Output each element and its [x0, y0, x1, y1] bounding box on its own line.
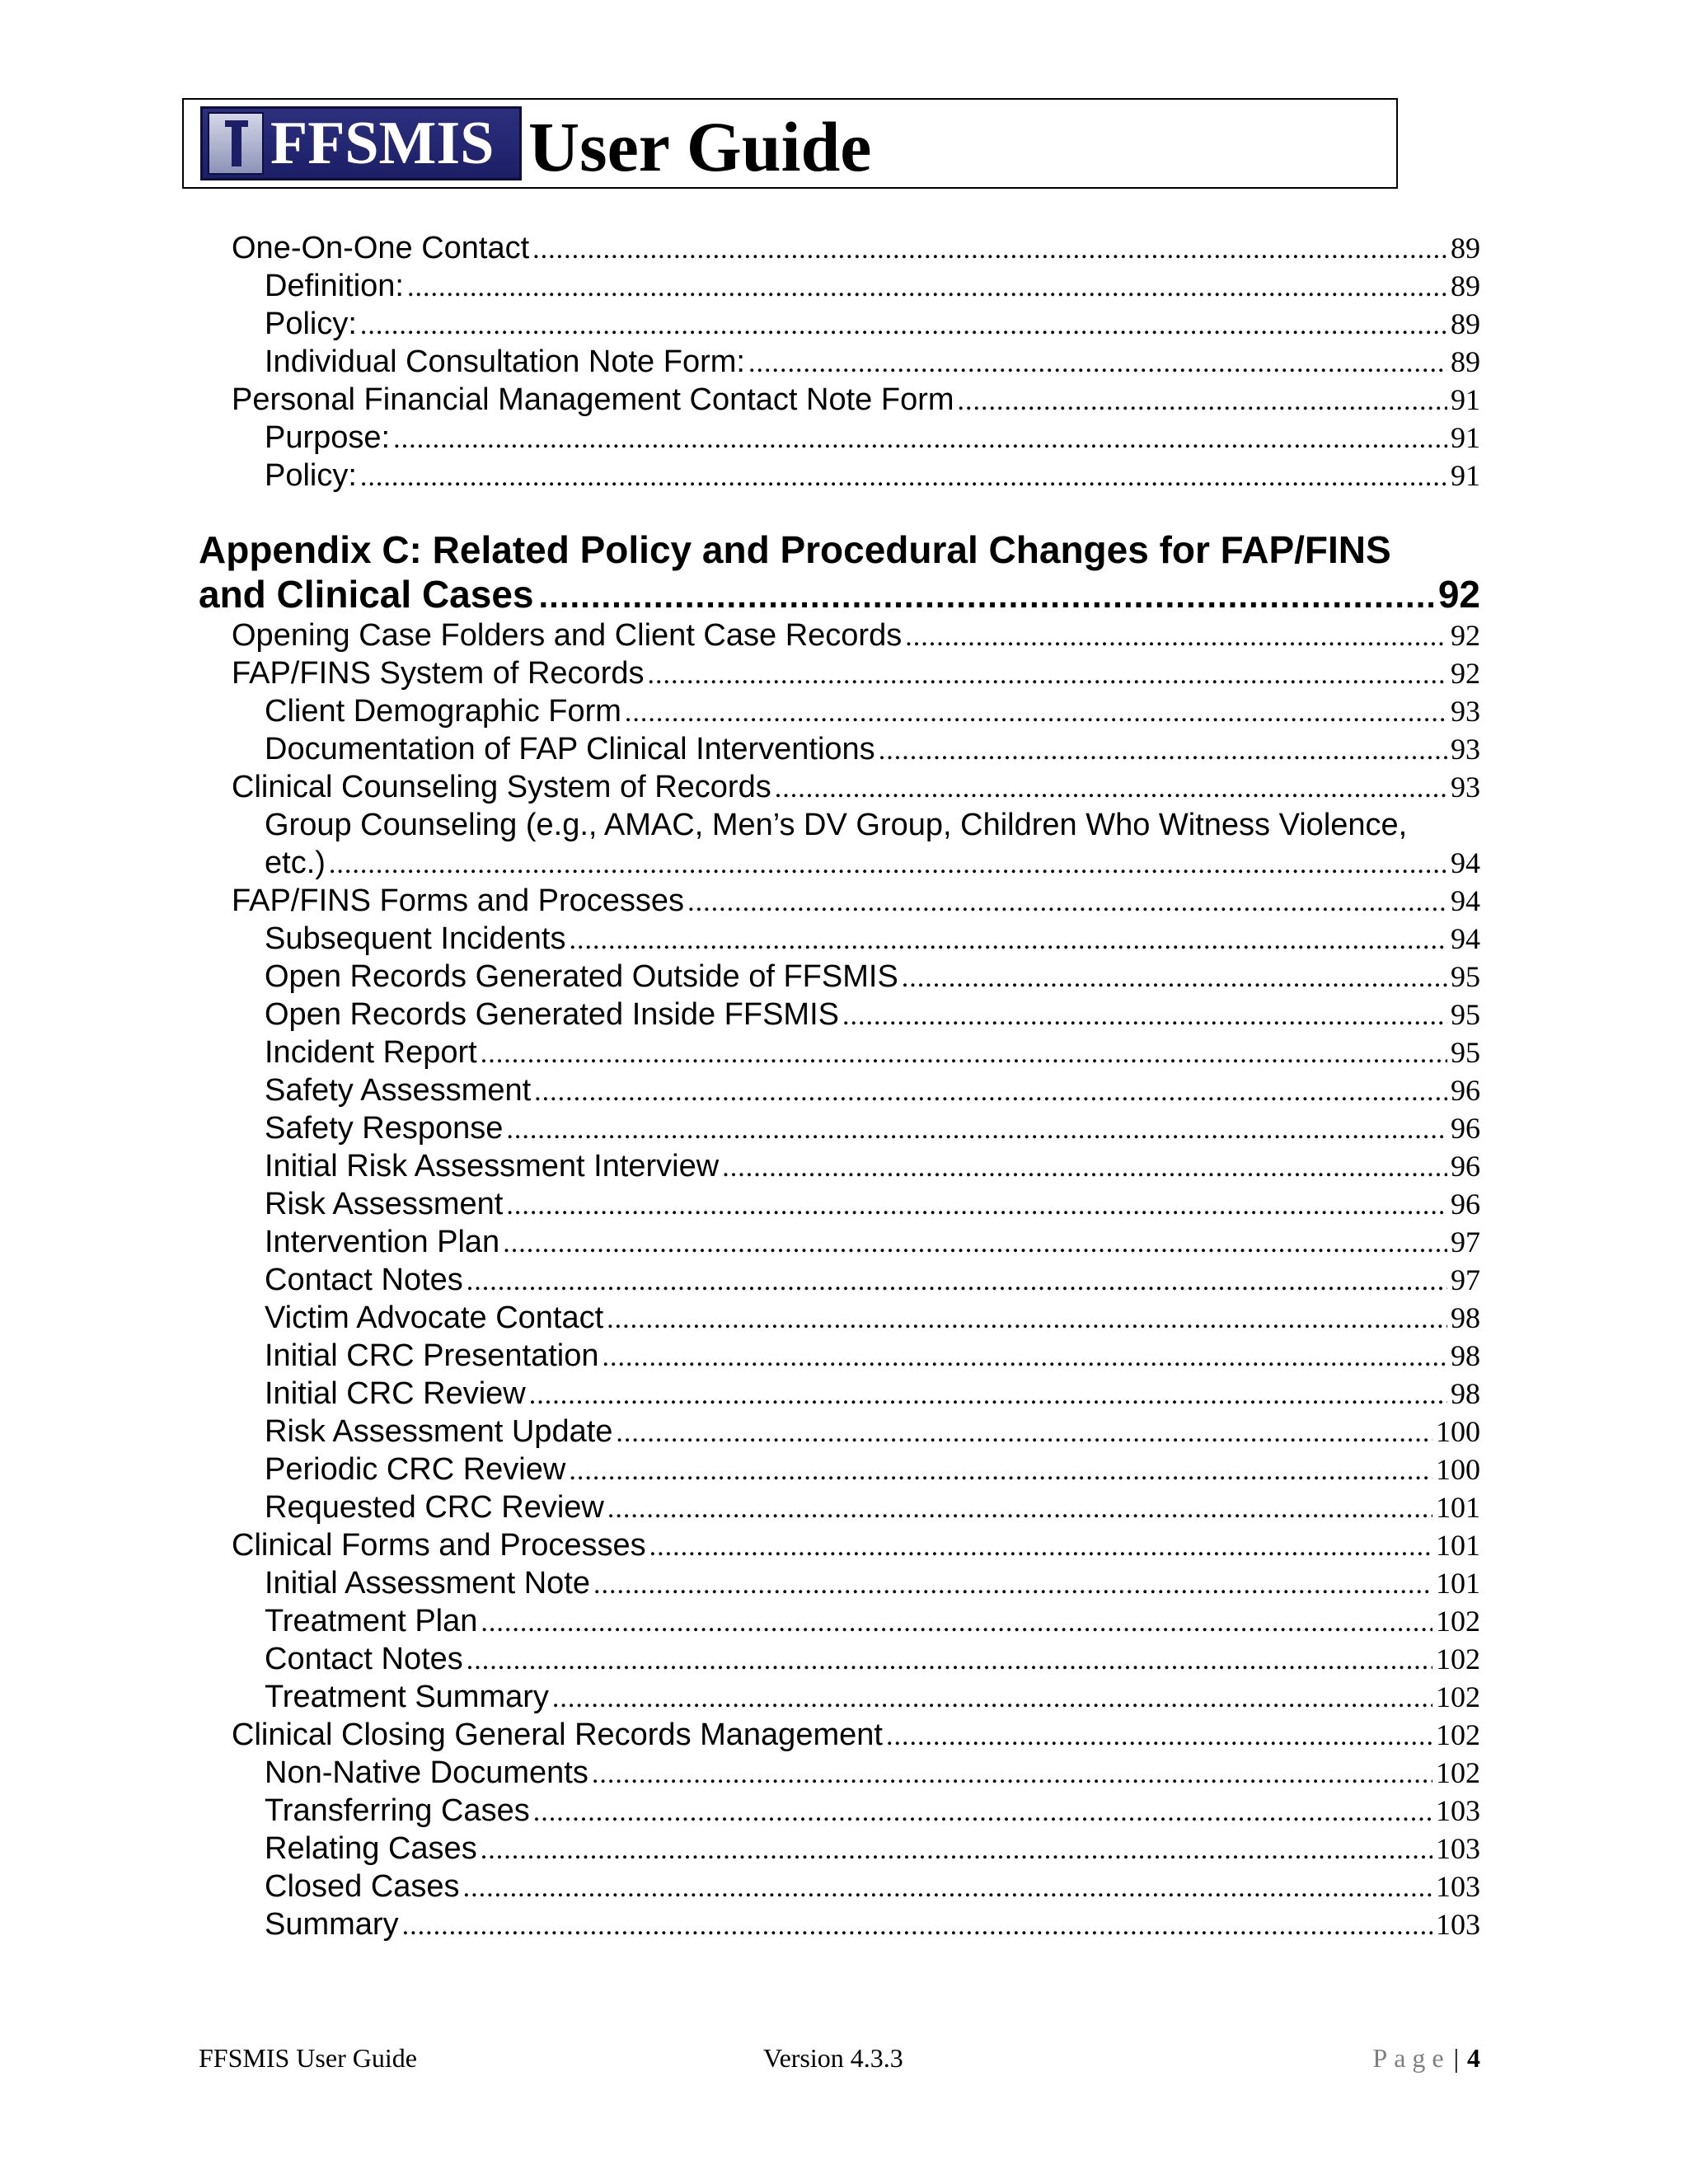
toc-entry-label: Individual Consultation Note Form:: [265, 344, 745, 379]
toc-entry-page: 91: [1451, 421, 1480, 454]
toc-entry-label: Initial CRC Presentation: [265, 1338, 599, 1373]
toc-entry[interactable]: [265, 1602, 1480, 1642]
document-title: User Guide: [528, 107, 872, 186]
toc-entry-page: 101: [1436, 1529, 1480, 1562]
toc-leader-dots: [533, 1793, 1432, 1831]
toc-entry-page: 94: [1451, 922, 1480, 955]
toc-leader-dots: [481, 1831, 1432, 1869]
toc-entry-page: 102: [1436, 1643, 1480, 1675]
toc-entry-wrapped-line[interactable]: Group Counseling (e.g., AMAC, Men’s DV Group, Children Who Witness Violence,: [265, 808, 1408, 842]
toc-entry-page: 96: [1451, 1188, 1480, 1221]
toc-entry[interactable]: [232, 381, 1480, 420]
toc-entry[interactable]: [265, 1830, 1480, 1869]
toc-entry[interactable]: [265, 844, 1480, 883]
toc-entry-page: 96: [1451, 1074, 1480, 1107]
toc-entry[interactable]: [265, 1223, 1480, 1263]
toc-entry-label: Non-Native Documents: [265, 1755, 588, 1790]
toc-entry[interactable]: [265, 958, 1480, 997]
toc-entry-page: 95: [1451, 998, 1480, 1031]
toc-entry-page: 103: [1436, 1870, 1480, 1903]
toc-entry[interactable]: [265, 1147, 1480, 1187]
toc-entry-label: Documentation of FAP Clinical Interventions: [265, 732, 875, 766]
toc-entry-label: Intervention Plan: [265, 1225, 500, 1259]
toc-leader-dots: [607, 1490, 1432, 1528]
toc-leader-dots: [607, 1301, 1447, 1338]
toc-leader-dots: [506, 1187, 1447, 1225]
toc-entry-page: 94: [1451, 884, 1480, 917]
toc-leader-dots: [775, 770, 1447, 808]
toc-entry[interactable]: [265, 419, 1480, 458]
toc-entry-label: Initial Assessment Note: [265, 1566, 590, 1601]
ffsmis-logo: [200, 106, 522, 180]
toc-entry-page: 100: [1436, 1453, 1480, 1486]
toc-entry-page: 89: [1451, 307, 1480, 340]
toc-entry[interactable]: [232, 1716, 1480, 1755]
toc-leader-dots: [902, 959, 1447, 997]
toc-entry[interactable]: [265, 996, 1480, 1035]
toc-leader-dots: [603, 1338, 1447, 1376]
toc-entry-page: 103: [1436, 1832, 1480, 1865]
toc-entry[interactable]: [265, 920, 1480, 959]
toc-leader-dots: [467, 1642, 1432, 1680]
toc-leader-dots: [570, 921, 1448, 959]
toc-entry-label: Clinical Forms and Processes: [232, 1528, 646, 1563]
toc-entry-page: 100: [1436, 1415, 1480, 1448]
toc-leader-dots: [506, 1111, 1447, 1149]
toc-entry[interactable]: [265, 1564, 1480, 1604]
footer-page-word: Page: [1372, 2043, 1451, 2073]
header-banner: [182, 98, 1398, 189]
toc-entry-page: 95: [1451, 960, 1480, 993]
toc-entry-page: 96: [1451, 1112, 1480, 1145]
toc-entry[interactable]: [265, 457, 1480, 496]
toc-entry-label: Risk Assessment Update: [265, 1414, 613, 1449]
toc-entry[interactable]: [265, 1640, 1480, 1680]
toc-leader-dots: [481, 1035, 1447, 1073]
toc-entry[interactable]: [265, 1754, 1480, 1793]
toc-leader-dots: [529, 1376, 1447, 1414]
toc-entry-label: Summary: [265, 1907, 399, 1942]
toc-entry-label: etc.): [265, 846, 326, 880]
toc-entry-label: Requested CRC Review: [265, 1490, 604, 1525]
toc-entry-label: Definition:: [265, 269, 404, 303]
toc-entry-page: 103: [1436, 1794, 1480, 1827]
toc-entry-label: Open Records Generated Inside FFSMIS: [265, 997, 839, 1032]
toc-entry[interactable]: [265, 1413, 1480, 1452]
toc-leader-dots: [539, 574, 1433, 618]
toc-entry-label: Personal Financial Management Contact Note Form: [232, 382, 954, 417]
toc-entry-label: FAP/FINS System of Records: [232, 656, 645, 691]
toc-leader-dots: [532, 231, 1447, 269]
toc-entry-label: Initial CRC Review: [265, 1376, 526, 1411]
toc-entry-label: Treatment Plan: [265, 1604, 478, 1638]
toc-entry[interactable]: [232, 1526, 1480, 1566]
toc-entry-label: Client Demographic Form: [265, 694, 621, 729]
toc-leader-dots: [534, 1073, 1447, 1111]
toc-leader-dots: [360, 458, 1447, 496]
toc-leader-dots: [748, 344, 1447, 382]
toc-entry-label: Clinical Closing General Records Management: [232, 1718, 883, 1752]
toc-entry-page: 91: [1451, 383, 1480, 416]
footer-page-indicator: [1372, 2041, 1480, 2074]
toc-entry-page: 97: [1451, 1226, 1480, 1258]
toc-leader-dots: [958, 382, 1447, 420]
toc-leader-dots: [905, 618, 1447, 656]
toc-entry-label: Contact Notes: [265, 1263, 463, 1297]
toc-entry[interactable]: [265, 267, 1480, 307]
toc-leader-dots: [616, 1414, 1432, 1452]
toc-entry-label: Periodic CRC Review: [265, 1452, 566, 1487]
toc-entry-page: 89: [1451, 345, 1480, 378]
toc-entry[interactable]: [232, 229, 1480, 269]
toc-entry[interactable]: [265, 305, 1480, 344]
footer-page-number: 4: [1467, 2043, 1480, 2073]
toc-entry-page: 93: [1451, 695, 1480, 728]
toc-leader-dots: [407, 269, 1447, 307]
toc-leader-dots: [569, 1452, 1432, 1490]
footer-doc-title: FFSMIS User Guide: [199, 2043, 417, 2073]
toc-entry[interactable]: [265, 1678, 1480, 1718]
toc-entry-label: Safety Response: [265, 1111, 504, 1146]
toc-entry[interactable]: [265, 1109, 1480, 1149]
toc-entry-label: Contact Notes: [265, 1642, 463, 1676]
toc-entry-label: Initial Risk Assessment Interview: [265, 1149, 720, 1183]
toc-entry-page: 98: [1451, 1301, 1480, 1334]
toc-leader-dots: [360, 307, 1447, 344]
toc-entry-label: One-On-One Contact: [232, 231, 530, 265]
toc-leader-dots: [481, 1604, 1432, 1642]
toc-leader-dots: [647, 656, 1447, 694]
toc-entry-page: 95: [1451, 1036, 1480, 1069]
pillar-icon: [208, 112, 264, 175]
toc-entry-page: 103: [1436, 1908, 1480, 1941]
toc-entry[interactable]: [265, 1488, 1480, 1528]
toc-leader-dots: [463, 1869, 1432, 1907]
toc-entry[interactable]: [232, 654, 1480, 694]
toc-leader-dots: [393, 420, 1447, 458]
appendix-heading-line1[interactable]: Appendix C: Related Policy and Procedural Changes for FAP/FINS: [199, 528, 1391, 571]
toc-entry-label: Incident Report: [265, 1035, 477, 1070]
toc-entry-label: Opening Case Folders and Client Case Records: [232, 618, 903, 653]
toc-leader-dots: [625, 694, 1447, 732]
toc-entry-page: 98: [1451, 1377, 1480, 1410]
footer-version: Version 4.3.3: [763, 2043, 903, 2073]
toc-entry-page: 94: [1451, 846, 1480, 879]
toc-entry-page: 98: [1451, 1339, 1480, 1372]
toc-leader-dots: [552, 1680, 1432, 1718]
toc-leader-dots: [886, 1718, 1432, 1755]
toc-entry[interactable]: [232, 616, 1480, 656]
toc-entry-label: FAP/FINS Forms and Processes: [232, 883, 685, 918]
toc-entry-label: Safety Assessment: [265, 1073, 532, 1108]
toc-entry-page: 101: [1436, 1567, 1480, 1600]
toc-entry-page: 92: [1451, 619, 1480, 652]
toc-entry-page: 89: [1451, 269, 1480, 302]
toc-entry-page: 89: [1451, 232, 1480, 265]
toc-entry-page: 102: [1436, 1680, 1480, 1713]
toc-entry-label: Purpose:: [265, 420, 391, 455]
toc-entry[interactable]: [265, 1033, 1480, 1073]
toc-leader-dots: [593, 1566, 1432, 1604]
toc-entry-page: 96: [1451, 1150, 1480, 1183]
toc-entry[interactable]: [265, 1868, 1480, 1907]
toc-leader-dots: [687, 883, 1447, 921]
toc-entry[interactable]: [265, 1337, 1480, 1376]
toc-entry[interactable]: [265, 343, 1480, 382]
toc-entry-page: 93: [1451, 733, 1480, 766]
toc-entry[interactable]: [265, 1451, 1480, 1490]
toc-entry-label: Relating Cases: [265, 1831, 477, 1866]
footer-separator: |: [1453, 2043, 1459, 2073]
toc-entry-label: Treatment Summary: [265, 1680, 549, 1714]
toc-leader-dots: [649, 1528, 1432, 1566]
toc-leader-dots: [329, 846, 1447, 883]
toc-leader-dots: [467, 1263, 1447, 1301]
toc-leader-dots: [722, 1149, 1447, 1187]
toc-entry-page: 91: [1451, 459, 1480, 492]
toc-leader-dots: [503, 1225, 1447, 1263]
logo-text: FFSMIS: [270, 110, 495, 177]
toc-entry-label: Subsequent Incidents: [265, 921, 566, 956]
toc-entry[interactable]: [265, 1299, 1480, 1338]
toc-entry-label: Transferring Cases: [265, 1793, 530, 1828]
appendix-heading-line2[interactable]: [199, 572, 1480, 618]
toc-entry-label: Policy:: [265, 307, 357, 341]
toc-leader-dots: [842, 997, 1447, 1035]
toc-entry[interactable]: [232, 768, 1480, 808]
toc-entry[interactable]: [265, 1792, 1480, 1831]
toc-entry[interactable]: [265, 1185, 1480, 1225]
toc-leader-dots: [402, 1907, 1432, 1945]
toc-entry-label: Risk Assessment: [265, 1187, 504, 1221]
toc-entry-page: 102: [1436, 1718, 1480, 1751]
toc-entry-page: 102: [1436, 1756, 1480, 1789]
toc-leader-dots: [592, 1755, 1432, 1793]
appendix-heading-label: and Clinical Cases: [199, 573, 534, 616]
toc-entry-page: 102: [1436, 1605, 1480, 1638]
toc-entry-page: 97: [1451, 1263, 1480, 1296]
toc-leader-dots: [879, 732, 1447, 770]
toc-entry[interactable]: [265, 1375, 1480, 1414]
toc-entry-label: Victim Advocate Contact: [265, 1301, 604, 1335]
toc-entry[interactable]: [265, 1261, 1480, 1301]
toc-entry-label: Open Records Generated Outside of FFSMIS: [265, 959, 898, 994]
toc-entry-label: Closed Cases: [265, 1869, 460, 1904]
toc-entry[interactable]: [265, 692, 1480, 732]
toc-entry-label: Policy:: [265, 458, 357, 493]
toc-entry[interactable]: [232, 882, 1480, 921]
appendix-heading-page: 92: [1437, 573, 1480, 616]
toc-entry[interactable]: [265, 1905, 1480, 1945]
toc-entry[interactable]: [265, 730, 1480, 770]
toc-entry-page: 101: [1436, 1491, 1480, 1524]
toc-entry-page: 93: [1451, 771, 1480, 804]
toc-entry-page: 92: [1451, 657, 1480, 690]
toc-entry-label: Clinical Counseling System of Records: [232, 770, 771, 804]
toc-entry[interactable]: [265, 1071, 1480, 1111]
